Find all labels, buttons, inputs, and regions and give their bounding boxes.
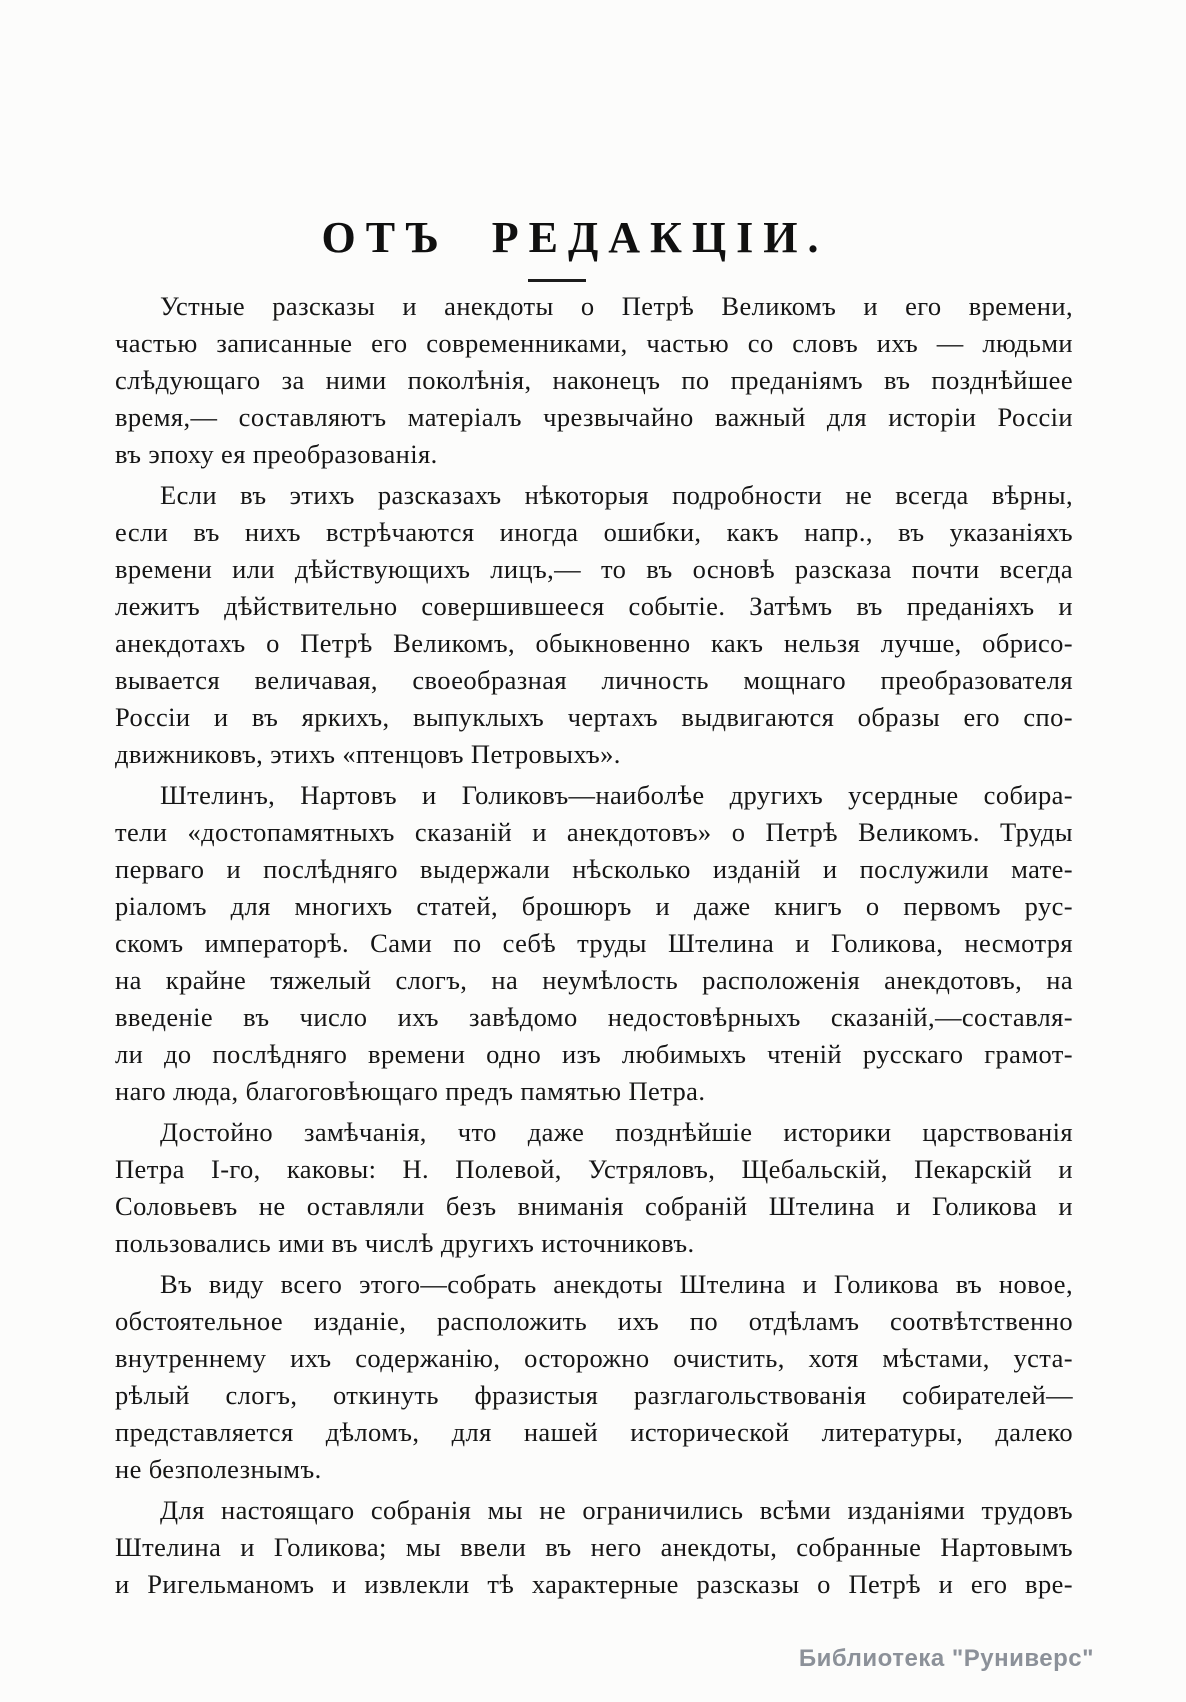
text-line: времени или дѣйствующихъ лицъ,— то въ основѣ разсказа почти всегда (115, 554, 1073, 584)
text-line: движниковъ, этихъ «птенцовъ Петровыхъ». (115, 739, 621, 769)
text-line: Въ виду всего этого—собрать анекдоты Штелина и Голикова въ новое, (160, 1269, 1073, 1299)
paragraph (115, 1114, 1073, 1262)
text-line: если въ нихъ встрѣчаются иногда ошибки, какъ напр., въ указаніяхъ (115, 517, 1073, 547)
text-line: ріаломъ для многихъ статей, брошюръ и даже книгъ о первомъ рус- (115, 891, 1073, 921)
text-line: Россіи и въ яркихъ, выпуклыхъ чертахъ выдвигаются образы его спо- (115, 702, 1073, 732)
text-line: Штелинъ, Нартовъ и Голиковъ—наиболѣе другихъ усердные собира- (160, 780, 1073, 810)
text-line: скомъ императорѣ. Сами по себѣ труды Штелина и Голикова, несмотря (115, 928, 1073, 958)
text-line: время,— составляютъ матеріалъ чрезвычайно важный для исторіи Россіи (115, 402, 1073, 432)
text-line: Штелина и Голикова; мы ввели въ него анекдоты, собранные Нартовымъ (115, 1532, 1073, 1562)
text-line: внутреннему ихъ содержанію, осторожно очистить, хотя мѣстами, уста- (115, 1343, 1073, 1373)
text-line: Устные разсказы и анекдоты о Петрѣ Великомъ и его времени, (160, 291, 1073, 321)
text-line: лежитъ дѣйствительно совершившееся событіе. Затѣмъ въ преданіяхъ и (115, 591, 1073, 621)
paragraph (115, 288, 1073, 473)
text-line: представляется дѣломъ, для нашей исторической литературы, далеко (115, 1417, 1073, 1447)
text-line: частью записанные его современниками, частью со словъ ихъ — людьми (115, 328, 1073, 358)
text-block (115, 288, 1073, 1607)
text-line: Соловьевъ не оставляли безъ вниманія собраній Штелина и Голикова и (115, 1191, 1073, 1221)
text-line: на крайне тяжелый слогъ, на неумѣлость расположенія анекдотовъ, на (115, 965, 1073, 995)
text-line: пользовались ими въ числѣ другихъ источниковъ. (115, 1228, 695, 1258)
text-line: перваго и послѣдняго выдержали нѣсколько изданій и послужили мате- (115, 854, 1073, 884)
text-line: и Ригельманомъ и извлекли тѣ характерные разсказы о Петрѣ и его вре- (115, 1569, 1073, 1599)
paragraph (115, 1492, 1073, 1603)
page-title: ОТЪ РЕДАКЦІИ. (321, 213, 829, 262)
text-line: рѣлый слогъ, откинуть фразистыя разглагольствованія собирателей— (115, 1380, 1073, 1410)
text-line: тели «достопамятныхъ сказаній и анекдотовъ» о Петрѣ Великомъ. Труды (115, 817, 1073, 847)
text-line: Достойно замѣчанія, что даже позднѣйшіе историки царствованія (160, 1117, 1073, 1147)
text-line: Петра І-го, каковы: Н. Полевой, Устряловъ, Щебальскій, Пекарскій и (115, 1154, 1073, 1184)
text-line: ли до послѣдняго времени одно изъ любимыхъ чтеній русскаго грамот- (115, 1039, 1073, 1069)
text-line: Для настоящаго собранія мы не ограничились всѣми изданіями трудовъ (160, 1495, 1073, 1525)
paragraph (115, 777, 1073, 1110)
text-line: наго люда, благоговѣющаго предъ памятью Петра. (115, 1076, 706, 1106)
text-line: въ эпоху ея преобразованія. (115, 439, 438, 469)
text-line: анекдотахъ о Петрѣ Великомъ, обыкновенно какъ нельзя лучше, обрисо- (115, 628, 1073, 658)
text-line: не безполезнымъ. (115, 1454, 322, 1484)
text-line: введеніе въ число ихъ завѣдомо недостовѣрныхъ сказаній,—составля- (115, 1002, 1073, 1032)
text-line: слѣдующаго за ними поколѣнія, наконецъ по преданіямъ въ позднѣйшее (115, 365, 1073, 395)
text-line: Если въ этихъ разсказахъ нѣкоторыя подробности не всегда вѣрны, (160, 480, 1073, 510)
watermark: Библиотека "Руниверс" (798, 1645, 1094, 1672)
text-line: обстоятельное изданіе, расположить ихъ по отдѣламъ соотвѣтственно (115, 1306, 1073, 1336)
paragraph (115, 1266, 1073, 1488)
text-line: вывается величавая, своеобразная личность мощнаго преобразователя (115, 665, 1073, 695)
title-rule (528, 279, 586, 282)
paragraph (115, 477, 1073, 773)
